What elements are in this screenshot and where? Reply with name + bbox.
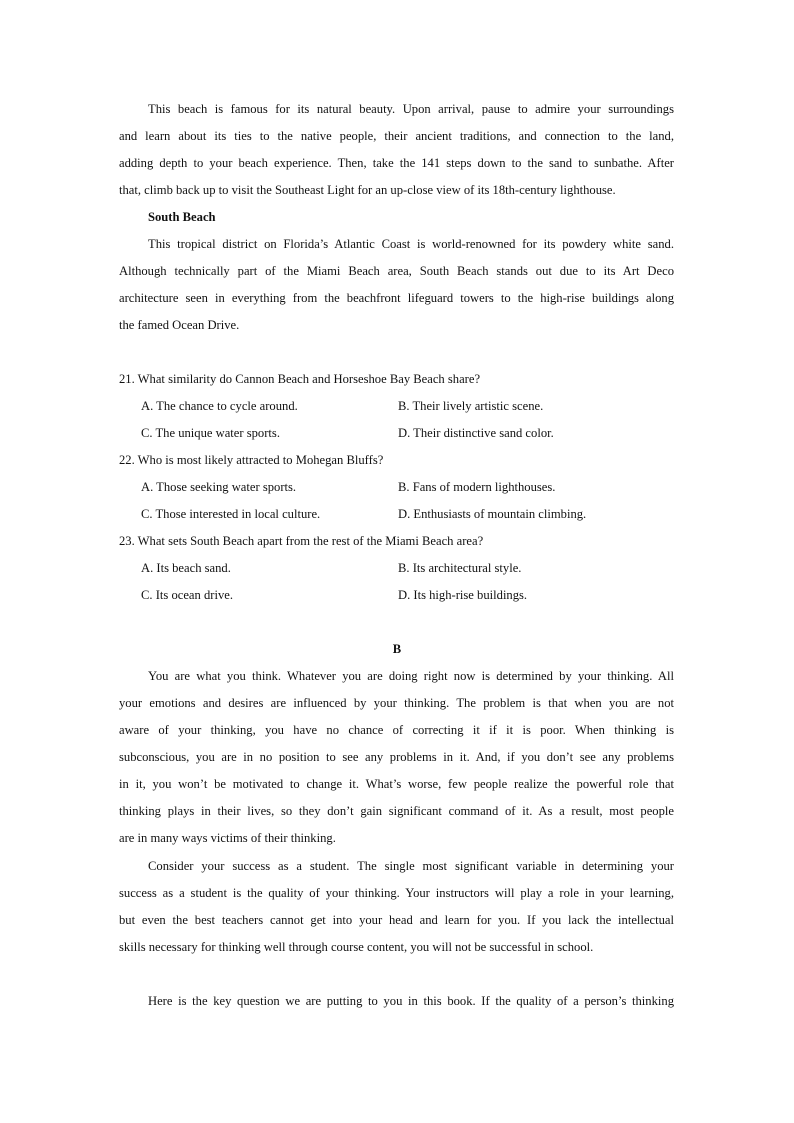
answer-options [141, 555, 674, 609]
text-line: thinking plays in their lives, so they don’t gain significant command of it. As a result, most people [119, 804, 674, 818]
answer-options [141, 393, 674, 447]
question-stem: 21. What similarity do Cannon Beach and Horseshoe Bay Beach share? [119, 372, 481, 386]
question-stem: 22. Who is most likely attracted to Mohegan Bluffs? [119, 453, 384, 467]
option-b[interactable]: B. Its architectural style. [398, 561, 522, 575]
text-line: are in many ways victims of their thinking. [119, 831, 336, 845]
question-23 [119, 528, 674, 609]
answer-options [141, 474, 674, 528]
passage-a-tail-paragraph [119, 96, 674, 204]
text-line: Consider your success as a student. The single most significant variable in determining your [148, 859, 674, 873]
text-line: the famed Ocean Drive. [119, 318, 240, 332]
text-line: skills necessary for thinking well through course content, you will not be successful in school. [119, 940, 594, 954]
text-line: This tropical district on Florida’s Atlantic Coast is world-renowned for its powdery white sand. [148, 237, 674, 251]
option-c[interactable]: C. Those interested in local culture. [141, 507, 321, 521]
text-line: that, climb back up to visit the Southeast Light for an up-close view of its 18th-century lighthouse. [119, 183, 616, 197]
section-b-label: B [392, 642, 402, 656]
section-b-paragraph-1 [119, 663, 674, 852]
questions-section [119, 366, 674, 609]
text-line: in it, you won’t be motivated to change it. What’s worse, few people realize the powerful role that [119, 777, 674, 791]
option-b[interactable]: B. Fans of modern lighthouses. [398, 480, 556, 494]
text-line: architecture seen in everything from the beachfront lifeguard towers to the high-rise buildings along [119, 291, 674, 305]
text-line: This beach is famous for its natural beauty. Upon arrival, pause to admire your surroundings [148, 102, 674, 116]
section-heading: South Beach [148, 210, 216, 224]
text-line: Here is the key question we are putting to you in this book. If the quality of a person’s thinking [148, 994, 674, 1008]
question-21 [119, 366, 674, 447]
option-d[interactable]: D. Enthusiasts of mountain climbing. [398, 507, 587, 521]
south-beach-section [119, 204, 674, 339]
option-d[interactable]: D. Their distinctive sand color. [398, 426, 554, 440]
option-a[interactable]: A. The chance to cycle around. [141, 399, 298, 413]
text-line: and learn about its ties to the native people, their ancient traditions, and connection to the land, [119, 129, 674, 143]
text-line: success as a student is the quality of your thinking. Your instructors will play a role in your learning, [119, 886, 674, 900]
option-c[interactable]: C. The unique water sports. [141, 426, 280, 440]
section-b-paragraph-3 [119, 988, 674, 1015]
option-a[interactable]: A. Those seeking water sports. [141, 480, 297, 494]
text-line: your emotions and desires are influenced by your thinking. The problem is that when you are not [119, 696, 674, 710]
question-22 [119, 447, 674, 528]
option-b[interactable]: B. Their lively artistic scene. [398, 399, 544, 413]
option-a[interactable]: A. Its beach sand. [141, 561, 231, 575]
option-d[interactable]: D. Its high-rise buildings. [398, 588, 528, 602]
text-line: adding depth to your beach experience. Then, take the 141 steps down to the sand to sunbathe. After [119, 156, 674, 170]
text-line: You are what you think. Whatever you are doing right now is determined by your thinking. All [148, 669, 674, 683]
text-line: but even the best teachers cannot get into your head and learn for you. If you lack the intellectual [119, 913, 674, 927]
text-line: subconscious, you are in no position to see any problems in it. And, if you don’t see any problems [119, 750, 674, 764]
south-beach-paragraph [119, 231, 674, 339]
text-line: Although technically part of the Miami Beach area, South Beach stands out due to its Art Deco [119, 264, 674, 278]
section-b-paragraph-2 [119, 853, 674, 961]
text-line: aware of your thinking, you have no chance of correcting it if it is poor. When thinking is [119, 723, 674, 737]
question-stem: 23. What sets South Beach apart from the rest of the Miami Beach area? [119, 534, 484, 548]
option-c[interactable]: C. Its ocean drive. [141, 588, 233, 602]
